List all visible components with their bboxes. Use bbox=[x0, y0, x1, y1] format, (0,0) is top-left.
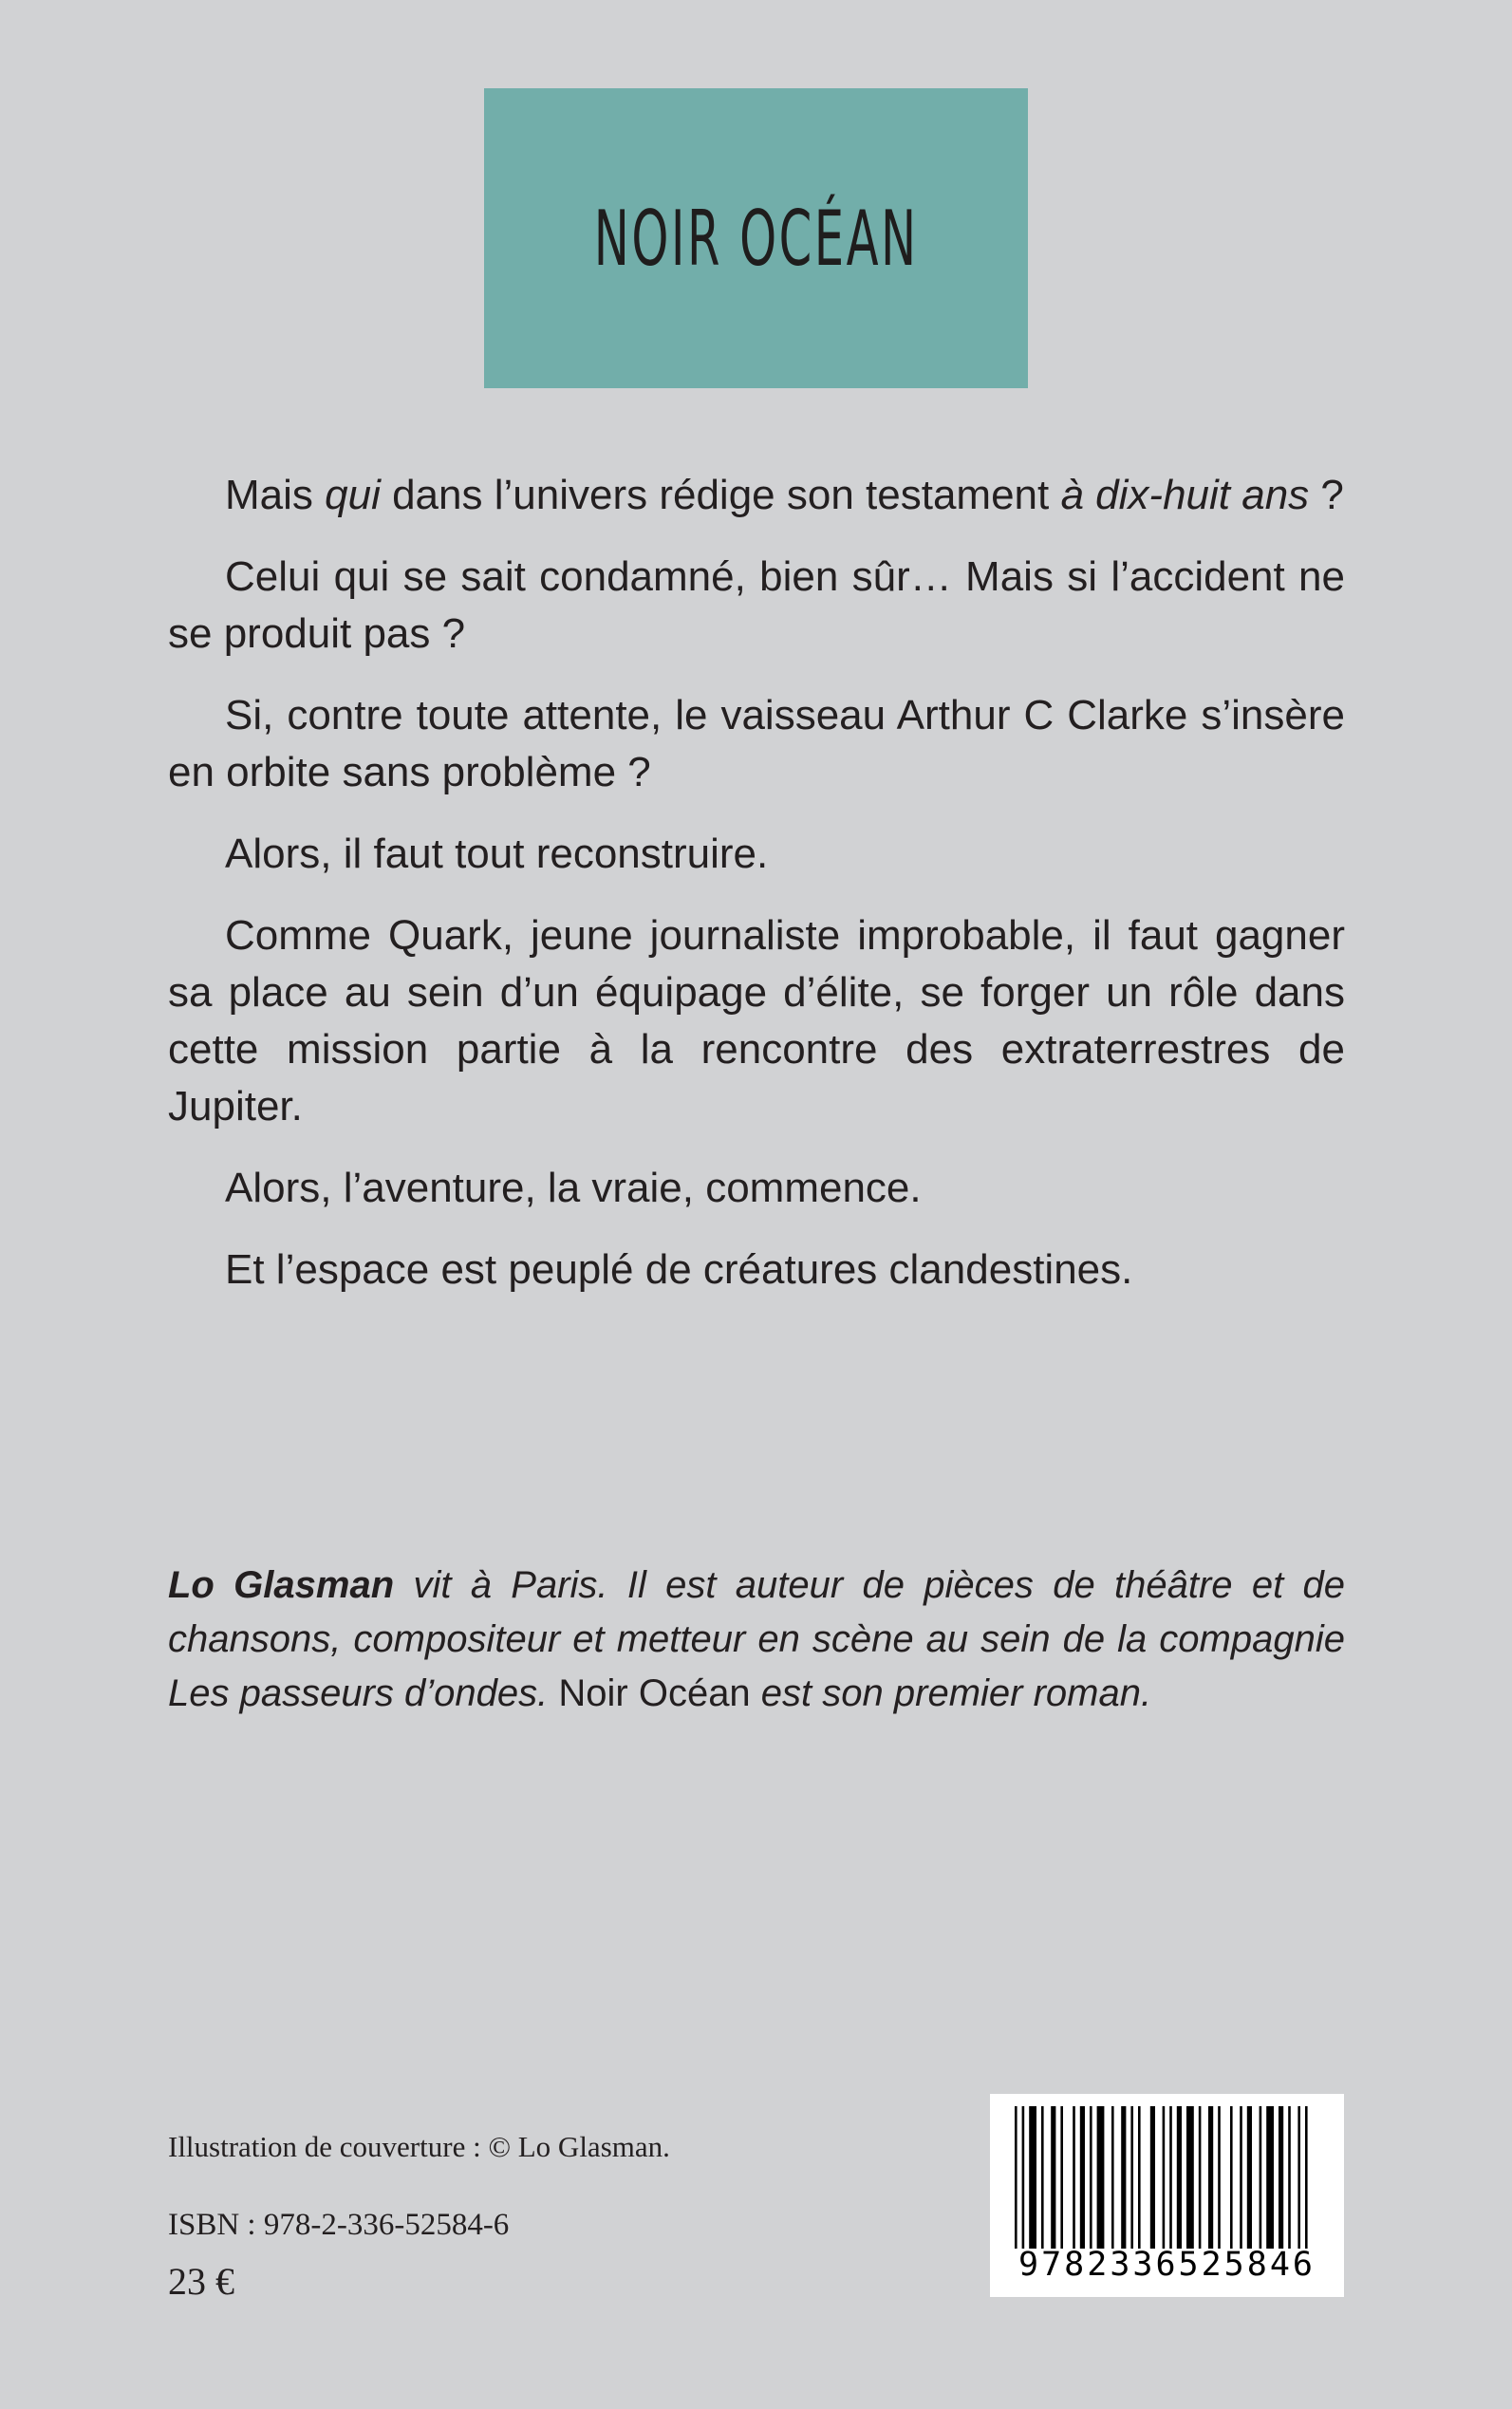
barcode-bar bbox=[1150, 2106, 1155, 2249]
barcode-bar bbox=[1022, 2106, 1025, 2249]
barcode-bar bbox=[1218, 2106, 1221, 2249]
barcode-bar bbox=[1138, 2106, 1141, 2249]
barcode-bars bbox=[1011, 2106, 1324, 2249]
barcode-bar bbox=[1097, 2106, 1105, 2249]
barcode-bar bbox=[1163, 2106, 1166, 2249]
blurb-paragraph-5: Comme Quark, jeune journaliste improbable, il faut gagner sa place au sein d’un équipage d’élite, se forger un rôle dans cette mission partie à la rencontre des extraterrestres de Jupiter. bbox=[168, 912, 1345, 1130]
barcode-bar bbox=[1230, 2106, 1233, 2249]
illustration-credit: Illustration de couverture : © Lo Glasman. bbox=[168, 2130, 670, 2163]
blurb-emphasis: à dix-huit ans bbox=[1060, 472, 1310, 518]
barcode-bar bbox=[1111, 2106, 1114, 2249]
barcode-bar bbox=[1305, 2106, 1308, 2249]
title-box bbox=[484, 88, 1028, 388]
barcode-bar bbox=[1090, 2106, 1092, 2249]
barcode bbox=[990, 2094, 1344, 2297]
author-bio-text: vit à Paris. Il est auteur de pièces de théâtre et de chansons, compositeur et metteur en scène au sein de la compagnie Les passeurs d’ondes. bbox=[168, 1564, 1345, 1714]
barcode-bar bbox=[1080, 2106, 1085, 2249]
barcode-bar bbox=[1015, 2106, 1017, 2249]
barcode-bar bbox=[1297, 2106, 1300, 2249]
barcode-bar bbox=[1060, 2106, 1063, 2249]
blurb-paragraph-7: Et l’espace est peuplé de créatures clandestines. bbox=[225, 1246, 1133, 1293]
barcode-bar bbox=[1130, 2106, 1133, 2249]
author-bio-text-end: est son premier roman. bbox=[750, 1672, 1152, 1714]
barcode-digits: 9782336525846 bbox=[1018, 2246, 1316, 2284]
isbn: ISBN : 978-2-336-52584-6 bbox=[168, 2208, 510, 2242]
barcode-bar bbox=[1177, 2106, 1182, 2249]
blurb-paragraph-6: Alors, l’aventure, la vraie, commence. bbox=[225, 1165, 922, 1211]
author-bio bbox=[168, 1559, 1345, 1721]
author-name: Lo Glasman bbox=[168, 1564, 395, 1606]
blurb bbox=[168, 467, 1345, 1323]
barcode-bar bbox=[1247, 2106, 1252, 2249]
blurb-paragraph-3: Si, contre toute attente, le vaisseau Arthur C Clarke s’insère en orbite sans problème ? bbox=[168, 692, 1345, 795]
blurb-paragraph-1 bbox=[168, 467, 1345, 524]
author-bio-paragraph bbox=[168, 1559, 1345, 1721]
blurb-text: dans l’univers rédige son testament bbox=[380, 472, 1061, 518]
blurb-emphasis: qui bbox=[325, 472, 381, 518]
barcode-bar bbox=[1186, 2106, 1194, 2249]
barcode-bar bbox=[1121, 2106, 1126, 2249]
blurb-text: ? bbox=[1309, 472, 1344, 518]
barcode-bar bbox=[1240, 2106, 1242, 2249]
barcode-bar bbox=[1051, 2106, 1055, 2249]
blurb-text: Mais bbox=[225, 472, 326, 518]
blurb-paragraph-4: Alors, il faut tout reconstruire. bbox=[225, 831, 769, 877]
barcode-bar bbox=[1208, 2106, 1213, 2249]
price: 23 € bbox=[168, 2260, 234, 2303]
blurb-paragraph-2: Celui qui se sait condamné, bien sûr… Mais si l’accident ne se produit pas ? bbox=[168, 553, 1345, 657]
book-title-inline: Noir Océan bbox=[558, 1672, 751, 1714]
barcode-bar bbox=[1288, 2106, 1291, 2249]
barcode-bar bbox=[1199, 2106, 1202, 2249]
barcode-bar bbox=[1041, 2106, 1044, 2249]
barcode-bar bbox=[1260, 2106, 1262, 2249]
barcode-bar bbox=[1073, 2106, 1075, 2249]
barcode-bar bbox=[1279, 2106, 1283, 2249]
barcode-bar bbox=[1266, 2106, 1274, 2249]
book-title: NOIR OCÉAN bbox=[593, 194, 919, 283]
barcode-bar bbox=[1169, 2106, 1172, 2249]
barcode-bar bbox=[1029, 2106, 1036, 2249]
